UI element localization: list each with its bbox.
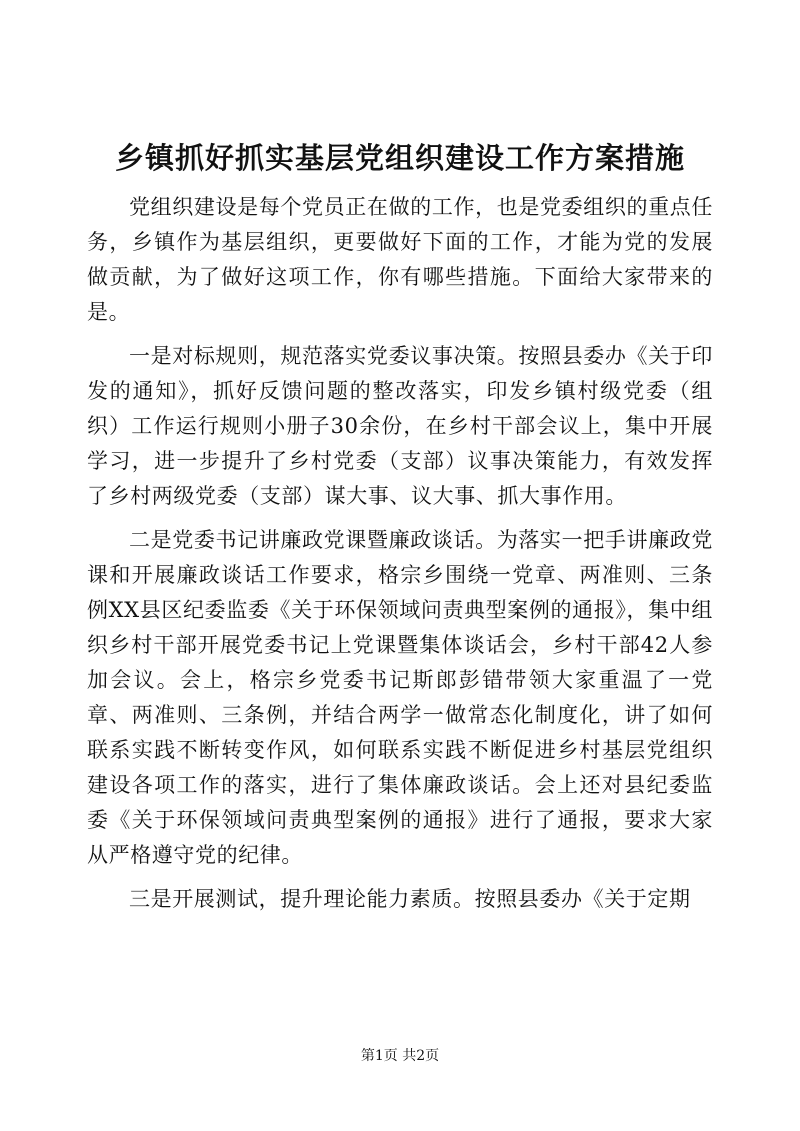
paragraph-measure-three: 三是开展测试，提升理论能力素质。按照县委办《关于定期 [129,887,691,911]
paragraph-intro: 党组织建设是每个党员正在做的工作，也是党委组织的重点任务，乡镇作为基层组织，更要做好下面的工作，才能为党的发展做贡献，为了做好这项工作，你有哪些措施。下面给大家带来的是。 [87,195,713,324]
document-title: 乡镇抓好抓实基层党组织建设工作方案措施 [114,141,685,175]
page-number-footer: 第1页 共2页 [360,1048,440,1064]
document-body [87,190,713,926]
paragraph-measure-one: 一是对标规则，规范落实党委议事决策。按照县委办《关于印发的通知》，抓好反馈问题的整改落实，印发乡镇村级党委（组织）工作运行规则小册子30余份，在乡村干部会议上，集中开展学习，进一步提升了乡村党委（支部）议事决策能力，有效发挥了乡村两级党委（支部）谋大事、议大事、抓大事作用。 [87,344,713,508]
paragraph-measure-two: 二是党委书记讲廉政党课暨廉政谈话。为落实一把手讲廉政党课和开展廉政谈话工作要求，格宗乡围绕一党章、两准则、三条例XX县区纪委监委《关于环保领域问责典型案例的通报》，集中组织乡村干部开展党委书记上党课暨集体谈话会，乡村干部42人参加会议。会上，格宗乡党委书记斯郎彭错带领大家重温了一党章、两准则、三条例，并结合两学一做常态化制度化，讲了如何联系实践不断转变作风，如何联系实践不断促进乡村基层党组织建设各项工作的落实，进行了集体廉政谈话。会上还对县纪委监委《关于环保领域问责典型案例的通报》进行了通报，要求大家从严格遵守党的纪律。 [87,528,713,867]
